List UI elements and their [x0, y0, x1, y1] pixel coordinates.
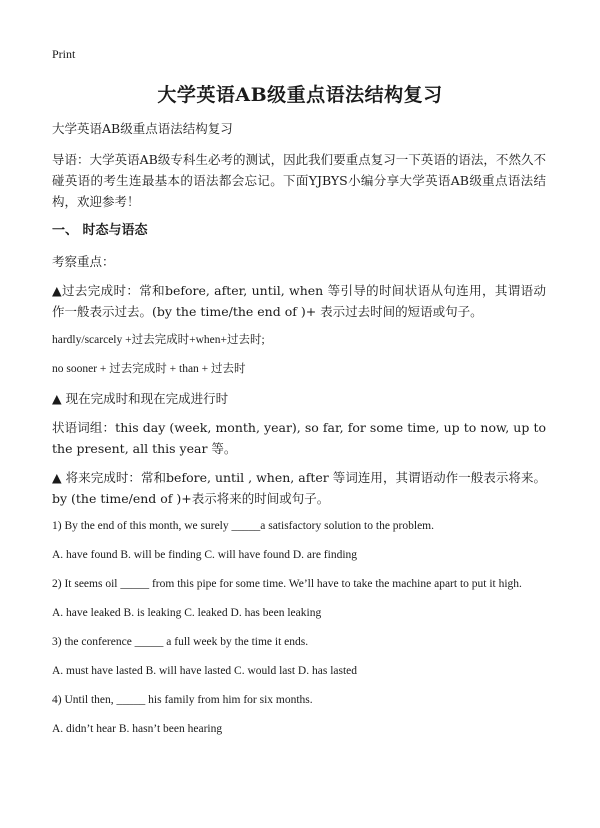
past-perfect-paragraph: ▲过去完成时：常和before, after, until, when 等引导的时间状语从句连用，其谓语动作一般表示过去。(by the time/the end of )+ 表示过去时间的短语或句子。: [52, 283, 546, 319]
question-stem: 4) Until then, _____ his family from him for six months.: [52, 694, 313, 706]
question-options: A. have leaked B. is leaking C. leaked D. has been leaking: [52, 607, 322, 619]
section-heading: 一、 时态与语态: [52, 223, 148, 238]
print-label: Print: [52, 47, 76, 61]
question-stem: 3) the conference _____ a full week by the time it ends.: [52, 636, 309, 648]
intro-paragraph: 导语：大学英语AB级专科生必考的测试，因此我们要重点复习一下英语的语法，不然久不碰英语的考生连最基本的语法都会忘记。下面YJBYS小编分享大学英语AB级重点语法结构，欢迎参考！: [52, 152, 546, 209]
question-stem: 1) By the end of this month, we surely _____a satisfactory solution to the problem.: [52, 520, 434, 532]
pattern-hardly: hardly/scarcely +过去完成时+when+过去时;: [52, 334, 265, 346]
question-options: A. didn’t hear B. hasn’t been hearing: [52, 723, 223, 735]
adverbials-paragraph: 状语词组：this day (week, month, year), so far, for some time, up to now, up to the present, all this year 等。: [52, 420, 546, 456]
present-perfect-heading: ▲ 现在完成时和现在完成进行时: [52, 391, 229, 406]
document-subtitle: 大学英语AB级重点语法结构复习: [52, 121, 233, 136]
question-options: A. must have lasted B. will have lasted C. would last D. has lasted: [52, 665, 358, 677]
document-body: [52, 118, 546, 749]
pattern-no-sooner: no sooner + 过去完成时 + than + 过去时: [52, 363, 246, 375]
question-stem: 2) It seems oil _____ from this pipe for some time. We’ll have to take the machine apart to put it high.: [52, 578, 522, 590]
key-points-label: 考察重点：: [52, 254, 115, 269]
future-perfect-paragraph: ▲ 将来完成时：常和before, until , when, after 等词连用，其谓语动作一般表示将来。by (the time/end of )+表示将来的时间或句子。: [52, 470, 546, 506]
question-options: A. have found B. will be finding C. will have found D. are finding: [52, 549, 358, 561]
page-title: 大学英语AB级重点语法结构复习: [157, 84, 443, 106]
